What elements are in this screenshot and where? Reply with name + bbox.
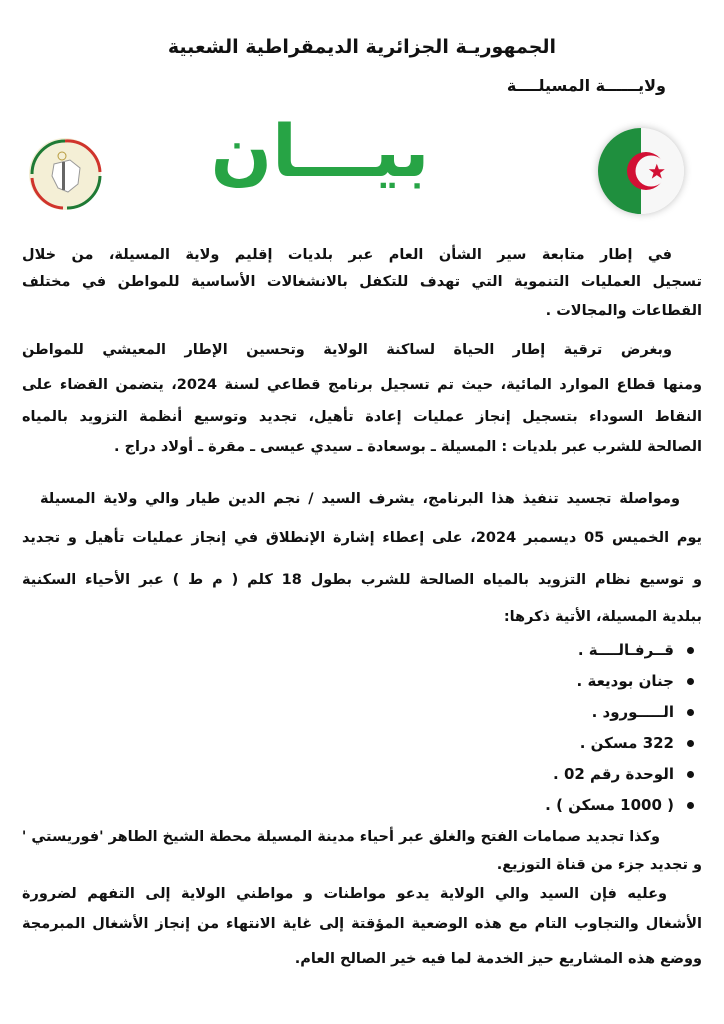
list-item: ( 1000 مسكن ) .	[545, 791, 696, 822]
list-item: 322 مسكن .	[545, 729, 696, 760]
paragraph-1-line: تسجيل العمليات التنموية التي تهدف للتكفل بالانشغالات الأساسية للمواطن في مختلف	[22, 274, 702, 290]
republic-heading: الجمهوريـة الجزائرية الديمقراطية الشعبية	[167, 36, 557, 58]
paragraph-3-line: و توسيع نظام التزويد بالمياه الصالحة للشرب بطول 18 كلم ( م ط ) عبر الأحياء السكنية	[22, 572, 703, 588]
paragraph-3-line: يوم الخميس 05 ديسمبر 2024، على إعطاء إشارة الإنطلاق في إنجاز عمليات تأهيل و تجديد	[22, 530, 702, 546]
paragraph-2-line: النقاط السوداء بتسجيل إنجاز عمليات إعادة تأهيل، تجديد وتوسيع أنظمة التزويد بالمياه	[22, 409, 702, 425]
paragraph-1-line: في إطار متابعة سير الشأن العام عبر بلديات إقليم ولاية المسيلة، من خلال	[22, 247, 672, 263]
paragraph-1-line: القطاعات والمجالات .	[545, 303, 702, 319]
paragraph-3-line: ببلدية المسيلة، الأتية ذكرها:	[503, 609, 702, 625]
document-title: بيـــان	[210, 109, 430, 193]
paragraph-4-line: وكذا تجديد صمامات الفتح والغلق عبر أحياء مدينة المسيلة محطة الشيخ الطاهر 'فوريستي '	[21, 829, 660, 845]
list-item: جنان بوديعة .	[545, 667, 696, 698]
list-item: الـــــورود .	[545, 698, 696, 729]
wilaya-logo	[22, 134, 108, 214]
paragraph-4-line: و تجديد جزء من قناة التوزيع.	[496, 857, 702, 873]
algerian-flag-icon	[598, 128, 684, 214]
paragraph-5-line: وعليه فإن السيد والي الولاية يدعو مواطنات و مواطني الولاية إلى التفهم لضرورة	[22, 886, 667, 902]
wilaya-heading: ولايــــــة المسيلــــة	[506, 76, 666, 95]
list-item: الوحدة رقم 02 .	[545, 760, 696, 791]
paragraph-2-line: ومنها قطاع الموارد المائية، حيث تم تسجيل برنامج قطاعي لسنة 2024، يتضمن القضاء على	[22, 377, 702, 393]
neighborhood-list	[545, 636, 696, 822]
paragraph-5-line: الأشغال والتجاوب التام مع هذه الوضعية المؤقتة إلى غاية الانتهاء من إنجاز الأشغال المبرمجة	[22, 916, 702, 932]
paragraph-2-line: وبغرض ترقية إطار الحياة لساكنة الولاية وتحسين الإطار المعيشي للمواطن	[22, 342, 672, 358]
paragraph-3-line: ومواصلة تجسيد تنفيذ هذا البرنامج، يشرف السيد / نجم الدين طيار والي ولاية المسيلة	[40, 491, 680, 507]
list-item: قــرفـالــــة .	[545, 636, 696, 667]
paragraph-2-line: الصالحة للشرب عبر بلديات : المسيلة ـ بوسعادة ـ سيدي عيسى ـ مقرة ـ أولاد دراج .	[114, 439, 702, 455]
paragraph-5-line: ووضع هذه المشاريع حيز الخدمة لما فيه خير الصالح العام.	[294, 951, 702, 967]
